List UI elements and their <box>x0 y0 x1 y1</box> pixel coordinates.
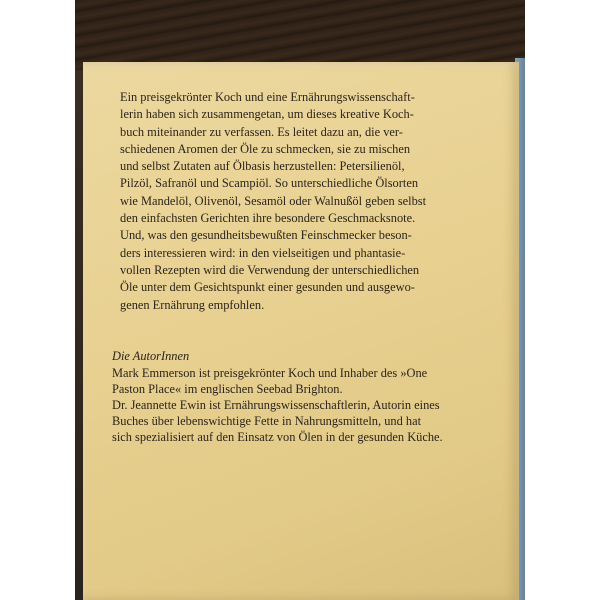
blurb-text <box>120 89 500 314</box>
authors-line: Mark Emmerson ist preisgekrönter Koch und Inhaber des »One <box>112 366 428 380</box>
authors-text <box>112 366 512 446</box>
blurb-line: vollen Rezepten wird die Verwendung der unterschiedlichen <box>120 262 420 277</box>
blurb-line: Öle unter dem Gesichtspunkt einer gesunden und ausgewo- <box>120 280 415 295</box>
blurb-line: buch miteinander zu verfassen. Es leitet dazu an, die ver- <box>120 124 403 139</box>
blurb-line: ders interessieren wird: in den vielseitigen und phantasie- <box>120 245 406 260</box>
blurb-line: schiedenen Aromen der Öle zu schmecken, sie zu mischen <box>120 141 411 156</box>
authors-line: Buches über lebenswichtige Fette in Nahrungsmitteln, und hat <box>112 413 422 428</box>
blurb-line: lerin haben sich zusammengetan, um dieses kreative Koch- <box>120 107 414 122</box>
blurb-line: und selbst Zutaten auf Ölbasis herzustellen: Petersilienöl, <box>120 159 405 174</box>
blurb-line: den einfachsten Gerichten ihre besondere Geschmacksnote. <box>120 211 416 226</box>
blurb-line: Ein preisgekrönter Koch und eine Ernährungswissenschaft- <box>120 90 415 104</box>
authors-line: Paston Place« im englischen Seebad Brighton. <box>112 381 343 396</box>
blurb-line: Pilzöl, Safranöl und Scampiöl. So unterschiedliche Ölsorten <box>120 176 419 191</box>
blurb-line: Und, was den gesundheitsbewußten Feinschmecker beson- <box>120 228 412 243</box>
wooden-table-background <box>75 0 525 70</box>
blurb-line: genen Ernährung empfohlen. <box>120 297 265 312</box>
authors-line: Dr. Jeannette Ewin ist Ernährungswissenschaftlerin, Autorin eines <box>112 397 440 412</box>
authors-heading: Die AutorInnen <box>112 349 190 363</box>
blurb-line: wie Mandelöl, Olivenöl, Sesamöl oder Walnußöl geben selbst <box>120 193 427 208</box>
authors-line: sich spezialisiert auf den Einsatz von Ölen in der gesunden Küche. <box>112 429 443 444</box>
